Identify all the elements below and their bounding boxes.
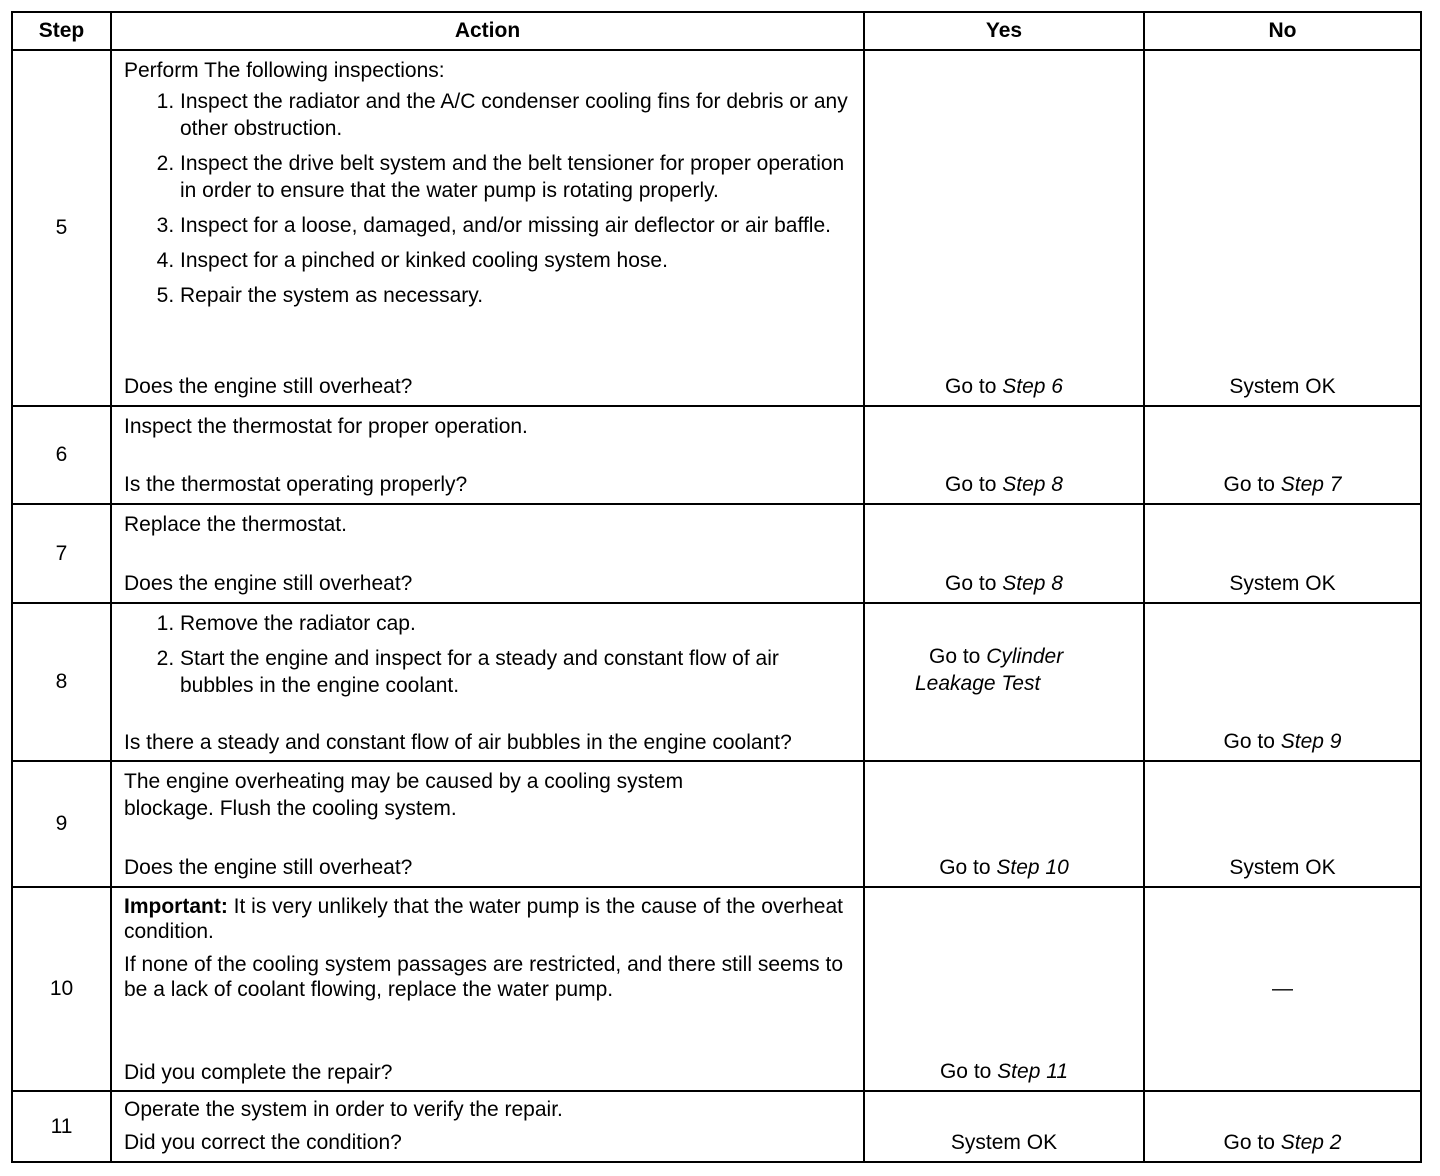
step-number: 8 bbox=[12, 603, 111, 761]
table-row bbox=[12, 761, 1421, 887]
yes-cell bbox=[864, 761, 1144, 887]
action-text: Operate the system in order to verify the repair. bbox=[124, 1098, 563, 1121]
yes-cell bbox=[864, 504, 1144, 603]
header-step: Step bbox=[12, 12, 111, 50]
step-link: Step 6 bbox=[1002, 375, 1063, 398]
action-question: Is there a steady and constant flow of air bubbles in the engine coolant? bbox=[124, 731, 792, 754]
action-question: Does the engine still overheat? bbox=[124, 375, 413, 398]
action-cell bbox=[111, 504, 864, 603]
important-note: Important: It is very unlikely that the water pump is the cause of the overheat condition. bbox=[124, 895, 843, 943]
header-row bbox=[12, 12, 1421, 50]
yes-result: Go to Step 8 bbox=[945, 473, 1063, 496]
action-cell bbox=[111, 50, 864, 406]
list-item: 4. Inspect for a pinched or kinked cooling system hose. bbox=[180, 247, 851, 274]
header-no: No bbox=[1144, 12, 1421, 50]
inspection-list bbox=[124, 88, 851, 309]
no-cell bbox=[1144, 887, 1421, 1091]
table-row bbox=[12, 603, 1421, 761]
table-row bbox=[12, 1091, 1421, 1162]
step-link: Step 9 bbox=[1280, 730, 1342, 753]
yes-cell bbox=[864, 887, 1144, 1091]
yes-cell bbox=[864, 406, 1144, 504]
no-cell bbox=[1144, 1091, 1421, 1162]
no-result: — bbox=[1272, 977, 1293, 1000]
table-row bbox=[12, 50, 1421, 406]
no-result: System OK bbox=[1229, 856, 1336, 879]
yes-cell bbox=[864, 1091, 1144, 1162]
no-result: Go to Step 9 bbox=[1223, 730, 1342, 753]
yes-result: Go to Step 6 bbox=[945, 375, 1063, 398]
yes-result: Go to Step 8 bbox=[945, 572, 1063, 595]
action-cell bbox=[111, 603, 864, 761]
action-cell bbox=[111, 887, 864, 1091]
step-link: Step 7 bbox=[1280, 473, 1342, 496]
yes-result: System OK bbox=[950, 1131, 1058, 1154]
list-item: 1. Remove the radiator cap. bbox=[180, 610, 851, 637]
step-number: 6 bbox=[12, 406, 111, 504]
step-number: 10 bbox=[12, 887, 111, 1091]
test-link: Cylinder Leakage Test bbox=[915, 644, 1064, 695]
action-text: The engine overheating may be caused by a cooling system blockage. Flush the cooling system. bbox=[124, 770, 684, 820]
list-item: 2. Start the engine and inspect for a steady and constant flow of air bubbles in the engine coolant. bbox=[180, 645, 851, 699]
list-item: 2. Inspect the drive belt system and the belt tensioner for proper operation in order to ensure that the water pump is rotating properly. bbox=[180, 150, 851, 204]
yes-cell bbox=[864, 50, 1144, 406]
action-text: If none of the cooling system passages are restricted, and there still seems to be a lack of coolant flowing, replace the water pump. bbox=[124, 953, 844, 1001]
yes-result: Go to Step 11 bbox=[939, 1060, 1069, 1083]
step-number: 9 bbox=[12, 761, 111, 887]
no-result: Go to Step 2 bbox=[1223, 1131, 1342, 1154]
step-number: 11 bbox=[12, 1091, 111, 1162]
step-link: Step 10 bbox=[996, 856, 1069, 879]
no-cell bbox=[1144, 406, 1421, 504]
step-link: Step 8 bbox=[1002, 572, 1063, 595]
action-intro: Perform The following inspections: bbox=[124, 59, 445, 82]
no-cell bbox=[1144, 761, 1421, 887]
no-result: Go to Step 7 bbox=[1223, 473, 1342, 496]
yes-cell bbox=[864, 603, 1144, 761]
action-question: Is the thermostat operating properly? bbox=[124, 473, 468, 496]
action-text: Replace the thermostat. bbox=[124, 513, 347, 536]
action-cell bbox=[111, 406, 864, 504]
important-label: Important: bbox=[124, 895, 228, 918]
procedure-list bbox=[124, 610, 851, 699]
no-result: System OK bbox=[1229, 375, 1336, 398]
action-text: Inspect the thermostat for proper operation. bbox=[124, 415, 528, 438]
table-row bbox=[12, 406, 1421, 504]
action-cell bbox=[111, 1091, 864, 1162]
yes-result: Go to Step 10 bbox=[939, 856, 1069, 879]
step-link: Step 11 bbox=[997, 1060, 1069, 1083]
no-cell bbox=[1144, 50, 1421, 406]
header-yes: Yes bbox=[864, 12, 1144, 50]
yes-result: Go to Cylinder Leakage Test bbox=[915, 644, 1064, 695]
diagnostic-table bbox=[11, 11, 1422, 1163]
list-item: 3. Inspect for a loose, damaged, and/or missing air deflector or air baffle. bbox=[180, 212, 851, 239]
action-question: Does the engine still overheat? bbox=[124, 572, 413, 595]
list-item: 1. Inspect the radiator and the A/C condenser cooling fins for debris or any other obstruction. bbox=[180, 88, 851, 142]
action-question: Did you complete the repair? bbox=[124, 1061, 393, 1084]
header-action: Action bbox=[111, 12, 864, 50]
step-number: 7 bbox=[12, 504, 111, 603]
action-cell bbox=[111, 761, 864, 887]
list-item: 5. Repair the system as necessary. bbox=[180, 282, 851, 309]
action-question: Did you correct the condition? bbox=[124, 1131, 402, 1154]
no-cell bbox=[1144, 504, 1421, 603]
no-result: System OK bbox=[1229, 572, 1336, 595]
no-cell bbox=[1144, 603, 1421, 761]
table-row bbox=[12, 504, 1421, 603]
step-number: 5 bbox=[12, 50, 111, 406]
table-row bbox=[12, 887, 1421, 1091]
action-question: Does the engine still overheat? bbox=[124, 856, 413, 879]
step-link: Step 8 bbox=[1002, 473, 1063, 496]
step-link: Step 2 bbox=[1280, 1131, 1342, 1154]
